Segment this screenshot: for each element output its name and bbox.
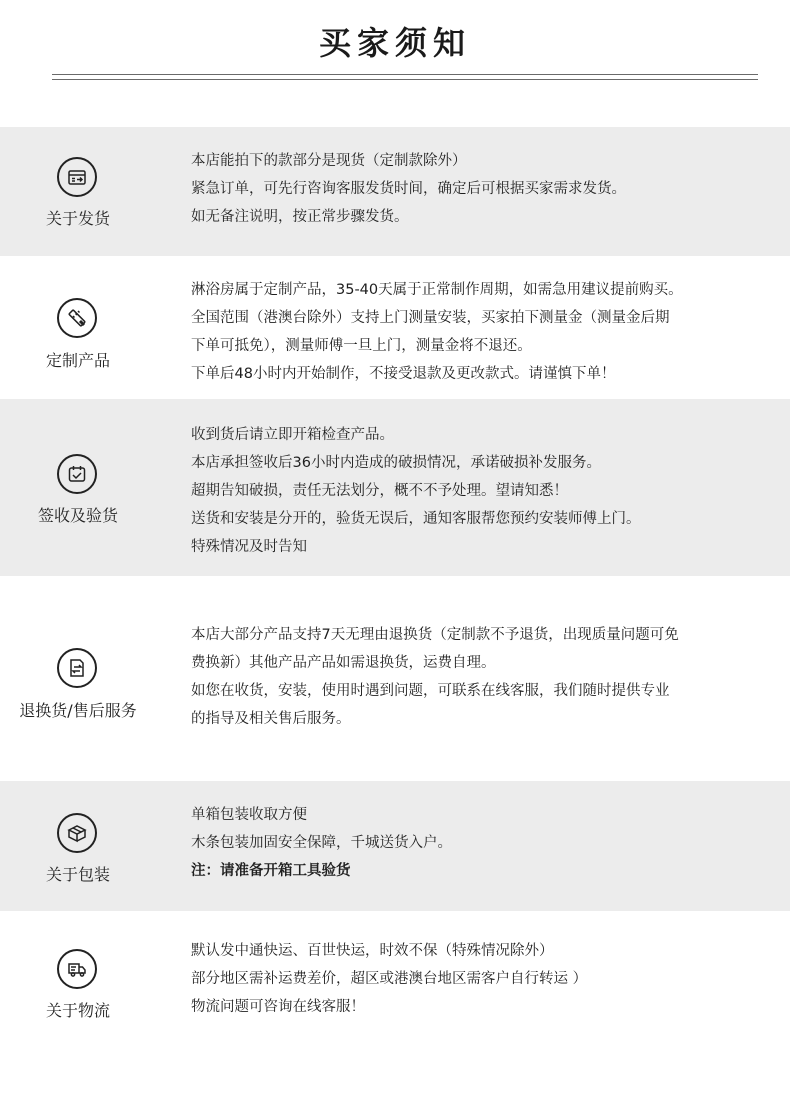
text-line: 下单后48小时内开始制作，不接受退款及更改款式。请谨慎下单！ [191, 366, 616, 382]
section-label: 签收及验货 [37, 506, 118, 525]
text-line: 本店承担签收后36小时内造成的破损情况，承诺破损补发服务。 [191, 455, 601, 471]
section-label: 关于物流 [45, 1001, 110, 1020]
text-line: 木条包装加固安全保障，千城送货入户。 [191, 835, 452, 851]
section-label: 退换货/售后服务 [19, 701, 137, 720]
text-line: 特殊情况及时告知 [191, 539, 307, 555]
text-line: 费换新）其他产品产品如需退换货，运费自理。 [191, 655, 496, 671]
section-label: 关于包装 [45, 865, 110, 884]
section-text [191, 276, 771, 388]
text-line: 部分地区需补运费差价，超区或港澳台地区需客户自行转运 ） [191, 971, 588, 987]
section-text [191, 621, 771, 733]
text-line: 收到货后请立即开箱检查产品。 [191, 427, 394, 443]
delivery-truck-icon [57, 949, 97, 989]
text-line: 默认发中通快运、百世快运，时效不保（特殊情况除外） [191, 943, 554, 959]
section-text [191, 937, 771, 1021]
section-label: 定制产品 [45, 351, 110, 370]
text-line: 本店大部分产品支持7天无理由退换货（定制款不予退货，出现质量问题可免 [191, 627, 679, 643]
text-line: 超期告知破损，责任无法划分，概不不予处理。望请知悉！ [191, 483, 568, 499]
text-line: 如您在收货，安装，使用时遇到问题，可联系在线客服，我们随时提供专业 [191, 683, 670, 699]
section-packaging [0, 781, 790, 911]
title-divider-bottom [52, 79, 758, 80]
section-returns-aftersales [0, 576, 790, 781]
section-logistics [0, 911, 790, 1118]
section-receipt-inspection [0, 399, 790, 576]
text-line: 下单可抵免），测量师傅一旦上门，测量金将不退还。 [191, 338, 532, 354]
text-line: 紧急订单，可先行咨询客服发货时间，确定后可根据买家需求发货。 [191, 181, 626, 197]
ruler-pencil-icon [57, 298, 97, 338]
text-line: 如无备注说明，按正常步骤发货。 [191, 209, 409, 225]
text-line: 全国范围（港澳台除外）支持上门测量安装，买家拍下测量金（测量金后期 [191, 310, 670, 326]
calendar-check-icon [57, 454, 97, 494]
title-divider-top [52, 74, 758, 75]
section-text [191, 147, 771, 231]
exchange-document-icon [57, 648, 97, 688]
package-box-icon [57, 813, 97, 853]
section-text [191, 801, 771, 885]
text-line: 物流问题可咨询在线客服！ [191, 999, 365, 1015]
text-line: 本店能拍下的款部分是现货（定制款除外） [191, 153, 467, 169]
text-line: 淋浴房属于定制产品，35-40天属于正常制作周期，如需急用建议提前购买。 [191, 282, 683, 298]
section-label: 关于发货 [45, 209, 110, 228]
section-text [191, 421, 771, 561]
box-arrow-icon [57, 157, 97, 197]
section-custom-products [0, 256, 790, 399]
page-title: 买家须知 [318, 24, 471, 62]
note-line: 注：请准备开箱工具验货 [191, 863, 351, 879]
text-line: 单箱包装收取方便 [191, 807, 307, 823]
text-line: 的指导及相关售后服务。 [191, 711, 351, 727]
section-shipping [0, 127, 790, 256]
text-line: 送货和安装是分开的，验货无误后，通知客服帮您预约安装师傅上门。 [191, 511, 641, 527]
